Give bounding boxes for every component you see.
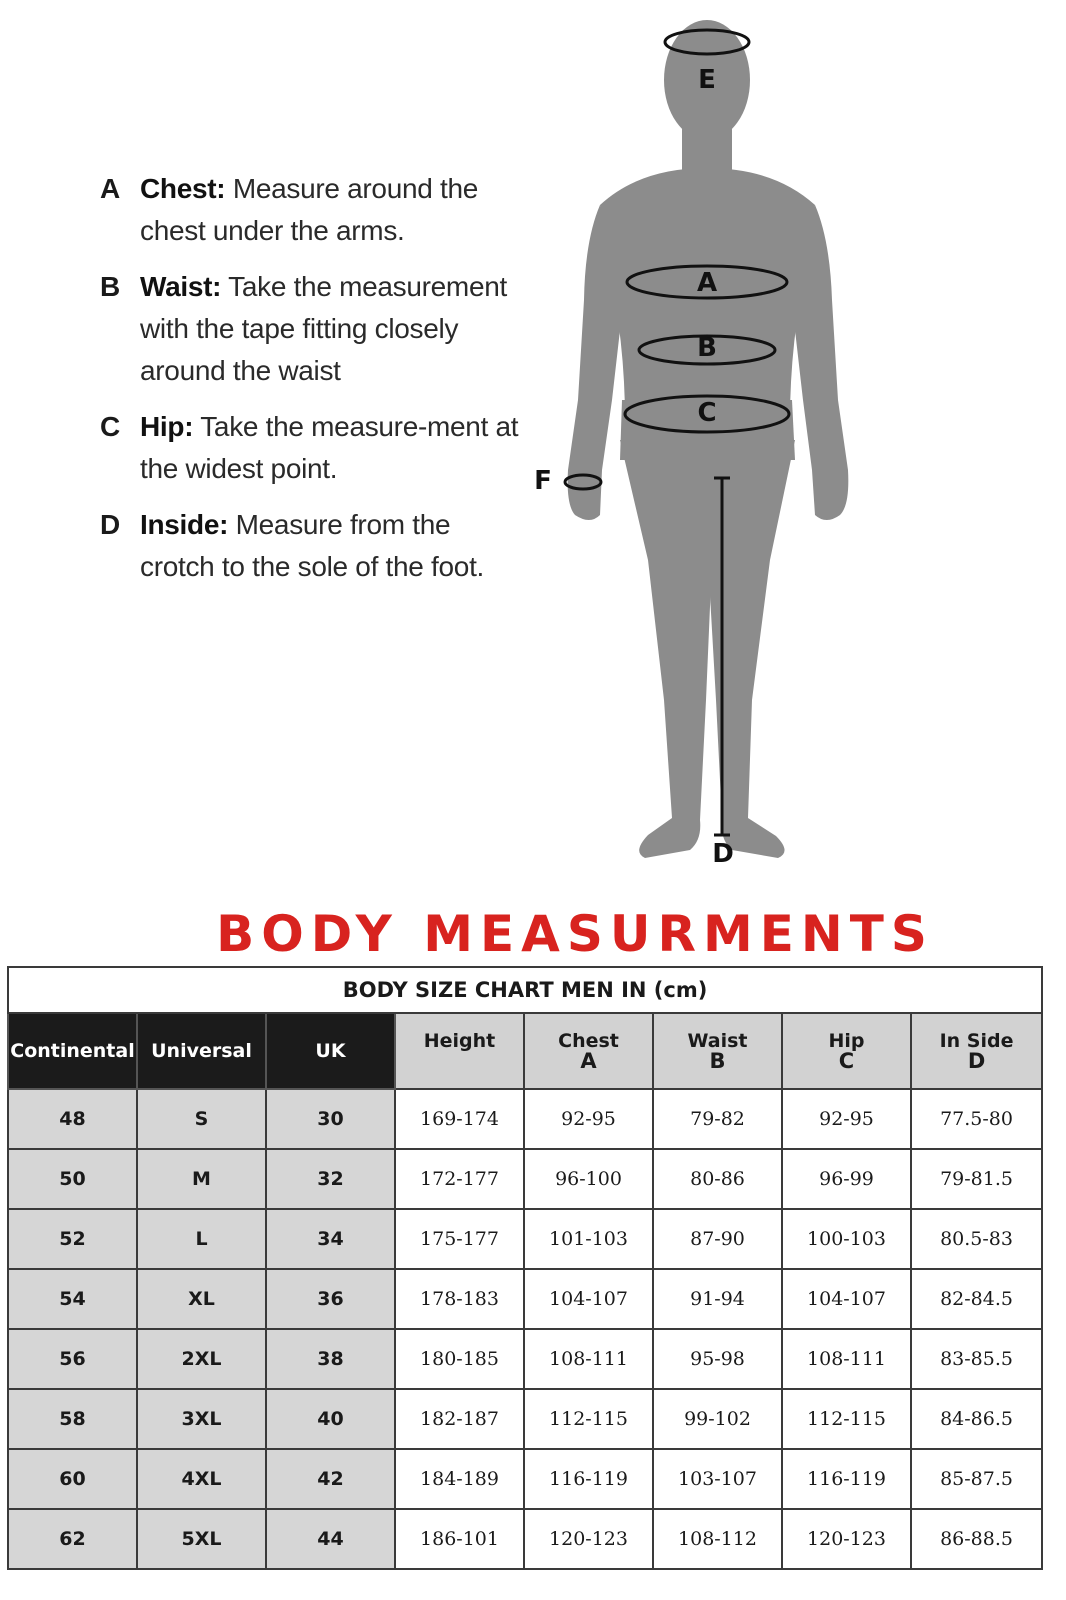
table-cell: 91-94 bbox=[653, 1269, 782, 1329]
instruction-letter: C bbox=[100, 411, 121, 442]
table-cell: 79-81.5 bbox=[911, 1149, 1042, 1209]
measurement-instructions bbox=[100, 168, 520, 602]
instruction-description: Take the measure-ment at the widest point. bbox=[140, 411, 519, 484]
instruction-hip bbox=[100, 406, 520, 490]
table-cell: 180-185 bbox=[395, 1329, 524, 1389]
instruction-letter: A bbox=[100, 173, 121, 204]
hip-label: C bbox=[697, 398, 717, 428]
table-row bbox=[8, 1209, 1042, 1269]
table-cell: 112-115 bbox=[782, 1389, 911, 1449]
table-row bbox=[8, 1089, 1042, 1149]
table-caption: BODY SIZE CHART MEN IN (cm) bbox=[8, 967, 1042, 1013]
table-cell: 96-99 bbox=[782, 1149, 911, 1209]
instruction-inside bbox=[100, 504, 520, 588]
table-cell: 108-111 bbox=[524, 1329, 653, 1389]
table-cell: 178-183 bbox=[395, 1269, 524, 1329]
table-cell: 77.5-80 bbox=[911, 1089, 1042, 1149]
table-cell: 112-115 bbox=[524, 1389, 653, 1449]
table-cell: 116-119 bbox=[782, 1449, 911, 1509]
table-row bbox=[8, 1449, 1042, 1509]
table-cell: 172-177 bbox=[395, 1149, 524, 1209]
instruction-description: Measure from the crotch to the sole of the foot. bbox=[140, 509, 485, 582]
column-header-height: Height bbox=[395, 1013, 524, 1089]
column-header-continental: Continental bbox=[8, 1013, 137, 1089]
table-cell: 186-101 bbox=[395, 1509, 524, 1569]
instruction-chest bbox=[100, 168, 520, 252]
instruction-description: Measure around the chest under the arms. bbox=[140, 173, 479, 246]
table-cell: 42 bbox=[266, 1449, 395, 1509]
table-row bbox=[8, 1329, 1042, 1389]
table-cell: 30 bbox=[266, 1089, 395, 1149]
table-cell: 50 bbox=[8, 1149, 137, 1209]
table-cell: 169-174 bbox=[395, 1089, 524, 1149]
column-header-chest: Chest A bbox=[524, 1013, 653, 1089]
instruction-term: Waist: bbox=[140, 271, 222, 302]
instruction-term: Hip: bbox=[140, 411, 194, 442]
chest-label: A bbox=[696, 268, 718, 298]
table-caption-row bbox=[8, 967, 1042, 1013]
table-cell: 38 bbox=[266, 1329, 395, 1389]
body-figure bbox=[530, 10, 860, 910]
table-header-row bbox=[8, 1013, 1042, 1089]
table-cell: 3XL bbox=[137, 1389, 266, 1449]
table-body bbox=[8, 1089, 1042, 1569]
table-cell: 34 bbox=[266, 1209, 395, 1269]
column-header-universal: Universal bbox=[137, 1013, 266, 1089]
inseam-label: D bbox=[712, 839, 734, 869]
table-cell: L bbox=[137, 1209, 266, 1269]
table-cell: 40 bbox=[266, 1389, 395, 1449]
instruction-letter: B bbox=[100, 271, 121, 302]
table-cell: 87-90 bbox=[653, 1209, 782, 1269]
table-cell: 58 bbox=[8, 1389, 137, 1449]
instruction-description: Take the measurement with the tape fitting closely around the waist bbox=[140, 271, 507, 386]
size-chart-table bbox=[7, 966, 1043, 1570]
instruction-term: Chest: bbox=[140, 173, 226, 204]
table-cell: 86-88.5 bbox=[911, 1509, 1042, 1569]
table-cell: 85-87.5 bbox=[911, 1449, 1042, 1509]
column-header-inside: In Side D bbox=[911, 1013, 1042, 1089]
table-cell: 175-177 bbox=[395, 1209, 524, 1269]
table-row bbox=[8, 1389, 1042, 1449]
table-cell: XL bbox=[137, 1269, 266, 1329]
table-cell: 92-95 bbox=[782, 1089, 911, 1149]
page-title: BODY MEASURMENTS bbox=[216, 905, 934, 963]
table-cell: 44 bbox=[266, 1509, 395, 1569]
instruction-waist bbox=[100, 266, 520, 392]
table-cell: 99-102 bbox=[653, 1389, 782, 1449]
table-cell: 108-111 bbox=[782, 1329, 911, 1389]
table-cell: 79-82 bbox=[653, 1089, 782, 1149]
table-cell: 104-107 bbox=[524, 1269, 653, 1329]
table-cell: 182-187 bbox=[395, 1389, 524, 1449]
head-label: E bbox=[698, 65, 716, 95]
table-cell: 80.5-83 bbox=[911, 1209, 1042, 1269]
table-row bbox=[8, 1509, 1042, 1569]
table-cell: 96-100 bbox=[524, 1149, 653, 1209]
table-row bbox=[8, 1269, 1042, 1329]
table-cell: 54 bbox=[8, 1269, 137, 1329]
table-cell: 52 bbox=[8, 1209, 137, 1269]
table-cell: 100-103 bbox=[782, 1209, 911, 1269]
waist-label: B bbox=[697, 333, 717, 363]
column-header-uk: UK bbox=[266, 1013, 395, 1089]
column-header-waist: Waist B bbox=[653, 1013, 782, 1089]
table-cell: 103-107 bbox=[653, 1449, 782, 1509]
table-cell: 2XL bbox=[137, 1329, 266, 1389]
table-cell: 5XL bbox=[137, 1509, 266, 1569]
table-cell: 92-95 bbox=[524, 1089, 653, 1149]
table-cell: S bbox=[137, 1089, 266, 1149]
table-cell: 83-85.5 bbox=[911, 1329, 1042, 1389]
table-cell: 108-112 bbox=[653, 1509, 782, 1569]
table-cell: 95-98 bbox=[653, 1329, 782, 1389]
table-cell: 4XL bbox=[137, 1449, 266, 1509]
table-cell: 101-103 bbox=[524, 1209, 653, 1269]
instruction-term: Inside: bbox=[140, 509, 229, 540]
table-cell: 104-107 bbox=[782, 1269, 911, 1329]
instruction-letter: D bbox=[100, 509, 121, 540]
table-cell: 120-123 bbox=[524, 1509, 653, 1569]
table-cell: 62 bbox=[8, 1509, 137, 1569]
table-cell: 36 bbox=[266, 1269, 395, 1329]
table-cell: 184-189 bbox=[395, 1449, 524, 1509]
table-cell: 48 bbox=[8, 1089, 137, 1149]
table-cell: 84-86.5 bbox=[911, 1389, 1042, 1449]
table-cell: 56 bbox=[8, 1329, 137, 1389]
column-header-hip: Hip C bbox=[782, 1013, 911, 1089]
table-cell: 32 bbox=[266, 1149, 395, 1209]
table-cell: 60 bbox=[8, 1449, 137, 1509]
table-cell: 80-86 bbox=[653, 1149, 782, 1209]
table-cell: 120-123 bbox=[782, 1509, 911, 1569]
table-cell: 82-84.5 bbox=[911, 1269, 1042, 1329]
table-cell: M bbox=[137, 1149, 266, 1209]
table-row bbox=[8, 1149, 1042, 1209]
wrist-label: F bbox=[534, 466, 552, 496]
body-silhouette bbox=[568, 20, 849, 858]
table-cell: 116-119 bbox=[524, 1449, 653, 1509]
